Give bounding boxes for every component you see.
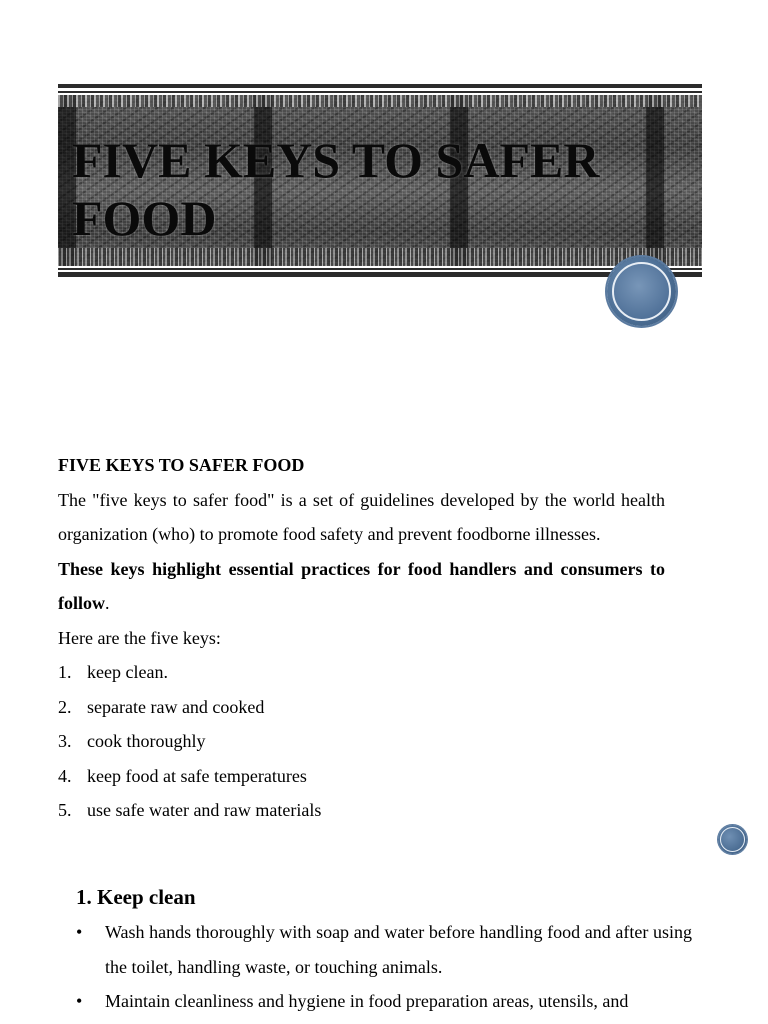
list-item-text: cook thoroughly (87, 731, 206, 751)
keep-clean-heading: 1. Keep clean (76, 885, 196, 909)
bullet-item (76, 915, 692, 984)
section-heading: FIVE KEYS TO SAFER FOOD (58, 455, 305, 475)
title-banner (58, 84, 702, 277)
keep-clean-bullets (76, 915, 692, 1019)
decorative-circle-small (718, 825, 747, 854)
banner-texture (58, 95, 702, 266)
list-intro: Here are the five keys: (58, 627, 221, 648)
intro-paragraph: The "five keys to safer food" is a set of guidelines developed by the world health organization (who) to promote food safety and prevent foodborne illnesses. (58, 489, 665, 544)
bullet-text: Maintain cleanliness and hygiene in food preparation areas, utensils, and (105, 991, 629, 1011)
list-item (58, 655, 665, 690)
list-number: 3. (58, 731, 72, 751)
list-number: 5. (58, 800, 72, 820)
list-number: 2. (58, 696, 72, 717)
bullet-icon: • (76, 991, 83, 1011)
list-number: 4. (58, 765, 72, 786)
bullet-item (76, 984, 692, 1019)
list-item (58, 690, 665, 725)
highlight-paragraph (58, 552, 665, 621)
banner-title: FIVE KEYS TO SAFER FOOD (72, 132, 600, 246)
list-item (58, 759, 665, 794)
document-body (58, 448, 665, 828)
highlight-bold-text: These keys highlight essential practices for food handlers and consumers to follow (58, 558, 665, 613)
bullet-icon: • (76, 922, 83, 942)
banner-bottom-rule (58, 272, 702, 277)
highlight-end: . (105, 593, 110, 613)
banner-bottom-rule-thin (58, 268, 702, 270)
bullet-text: Wash hands thoroughly with soap and water before handling food and after using the toilet, handling waste, or touching animals. (105, 922, 692, 977)
five-keys-list (58, 655, 665, 828)
decorative-circle-large (607, 257, 676, 326)
list-item-text: keep clean. (87, 662, 168, 682)
list-number: 1. (58, 662, 72, 682)
list-item-text: separate raw and cooked (87, 696, 265, 717)
keep-clean-section (76, 879, 692, 1019)
list-item-text: keep food at safe temperatures (87, 765, 307, 786)
list-item (58, 724, 665, 759)
banner-top-rule (58, 84, 702, 88)
banner-top-rule-thin (58, 91, 702, 93)
list-item-text: use safe water and raw materials (87, 800, 322, 820)
list-item (58, 793, 665, 828)
